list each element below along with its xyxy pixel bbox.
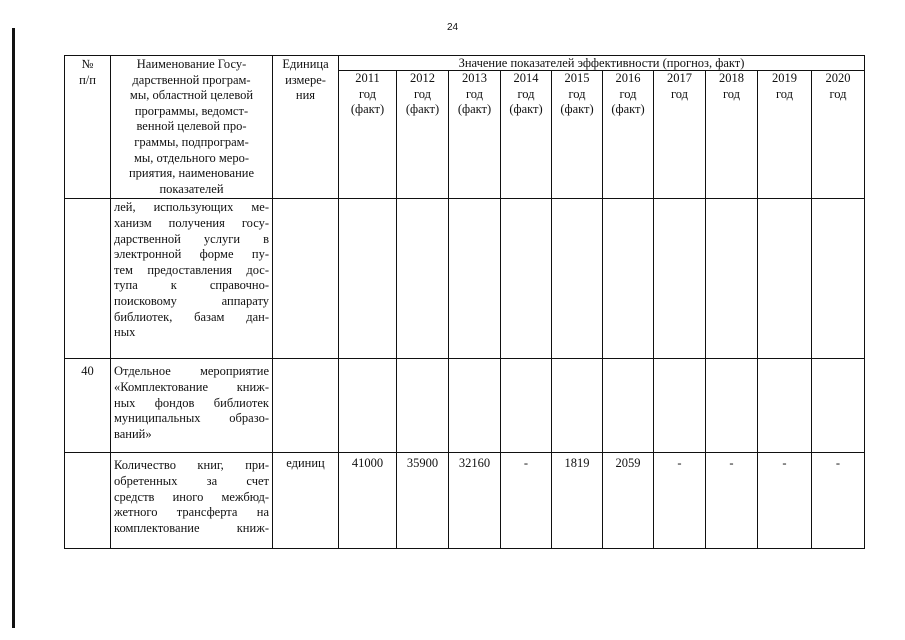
value-cell — [654, 199, 706, 359]
value-cell: - — [706, 453, 758, 549]
header-year — [758, 71, 812, 199]
row-name — [111, 199, 273, 359]
value-cell: - — [812, 453, 865, 549]
table-row — [65, 199, 865, 359]
value-cell — [449, 359, 501, 453]
value-cell — [758, 359, 812, 453]
row-name-line: муниципальных образо- — [114, 411, 269, 426]
table-row — [65, 453, 865, 549]
value-cell — [706, 199, 758, 359]
table-row — [65, 359, 865, 453]
row-name-line: лей, использующих ме- — [114, 200, 269, 215]
value-cell — [812, 199, 865, 359]
header-name — [111, 56, 273, 199]
value-cell — [812, 359, 865, 453]
header-year-text: 2012 год (факт) — [405, 71, 440, 117]
row-name — [111, 359, 273, 453]
value-cell — [603, 199, 654, 359]
value-cell: 1819 — [552, 453, 603, 549]
value-cell: 32160 — [449, 453, 501, 549]
value-cell: - — [654, 453, 706, 549]
header-year — [339, 71, 397, 199]
row-unit — [273, 359, 339, 453]
value-cell — [603, 359, 654, 453]
header-year-text: 2017 год — [667, 71, 692, 101]
header-year — [552, 71, 603, 199]
row-name-line: ханизм получения госу- — [114, 215, 269, 230]
header-year — [654, 71, 706, 199]
row-name — [111, 453, 273, 549]
header-name-text: Наименование Госу- дарственной програм- мы, областной целевой программы, ведомст- венной целевой про- граммы, подпрограм- мы, отдельного меро- приятия, наименование показателей — [128, 57, 255, 196]
row-name-line: тупа к справочно- — [114, 278, 269, 293]
value-cell: 35900 — [397, 453, 449, 549]
header-unit-text: Единица измере- ния — [282, 57, 329, 103]
header-year-text: 2015 год (факт) — [560, 71, 594, 117]
row-name-text — [114, 364, 269, 442]
header-number — [65, 56, 111, 199]
header-year — [501, 71, 552, 199]
value-cell — [501, 199, 552, 359]
row-unit — [273, 199, 339, 359]
row-name-text — [114, 458, 269, 536]
page-number: 24 — [446, 22, 459, 33]
row-unit: единиц — [273, 453, 339, 549]
row-name-line: тем предоставления дос- — [114, 262, 269, 277]
header-year-text: 2011 год (факт) — [350, 71, 385, 117]
value-cell — [339, 359, 397, 453]
value-cell: 41000 — [339, 453, 397, 549]
row-name-line: дарственной услуги в — [114, 231, 269, 246]
header-year-text: 2013 год (факт) — [457, 71, 492, 117]
header-year-text: 2016 год (факт) — [611, 71, 645, 117]
row-name-line: Отдельное мероприятие — [114, 364, 269, 379]
row-name-line: поисковому аппарату — [114, 293, 269, 308]
header-year — [812, 71, 865, 199]
header-unit — [273, 56, 339, 199]
header-values: Значение показателей эффективности (прогноз, факт) — [339, 56, 865, 71]
header-year-text: 2020 год — [825, 71, 851, 101]
row-name-line: библиотек, базам дан- — [114, 309, 269, 324]
header-number-text: № п/п — [79, 57, 96, 87]
header-year — [603, 71, 654, 199]
header-year-text: 2019 год — [772, 71, 797, 101]
row-name-line: ных — [114, 325, 136, 340]
row-number — [65, 453, 111, 549]
value-cell — [501, 359, 552, 453]
row-name-line: электронной форме пу- — [114, 247, 269, 262]
row-name-line: ных фондов библиотек — [114, 395, 269, 410]
value-cell — [552, 359, 603, 453]
row-name-line: ваний» — [114, 426, 152, 441]
row-name-text — [114, 200, 269, 340]
value-cell — [339, 199, 397, 359]
header-year — [706, 71, 758, 199]
value-cell: - — [501, 453, 552, 549]
value-cell: - — [758, 453, 812, 549]
value-cell — [758, 199, 812, 359]
row-number — [65, 199, 111, 359]
row-name-line: Количество книг, при- — [114, 458, 269, 473]
row-name-line: жетного трансферта на — [114, 505, 269, 520]
row-name-line: комплектование книж- — [114, 520, 269, 535]
header-year-text: 2014 год (факт) — [509, 71, 543, 117]
row-name-line: средств иного межбюд- — [114, 489, 269, 504]
value-cell: 2059 — [603, 453, 654, 549]
row-name-line: «Комплектование книж- — [114, 379, 269, 394]
indicators-table — [64, 55, 865, 549]
value-cell — [654, 359, 706, 453]
row-name-line: обретенных за счет — [114, 473, 269, 488]
header-year — [449, 71, 501, 199]
value-cell — [706, 359, 758, 453]
header-year-text: 2018 год — [719, 71, 744, 101]
value-cell — [449, 199, 501, 359]
value-cell — [552, 199, 603, 359]
value-cell — [397, 199, 449, 359]
binding-margin-line — [12, 28, 15, 628]
header-year — [397, 71, 449, 199]
row-number: 40 — [65, 359, 111, 453]
value-cell — [397, 359, 449, 453]
